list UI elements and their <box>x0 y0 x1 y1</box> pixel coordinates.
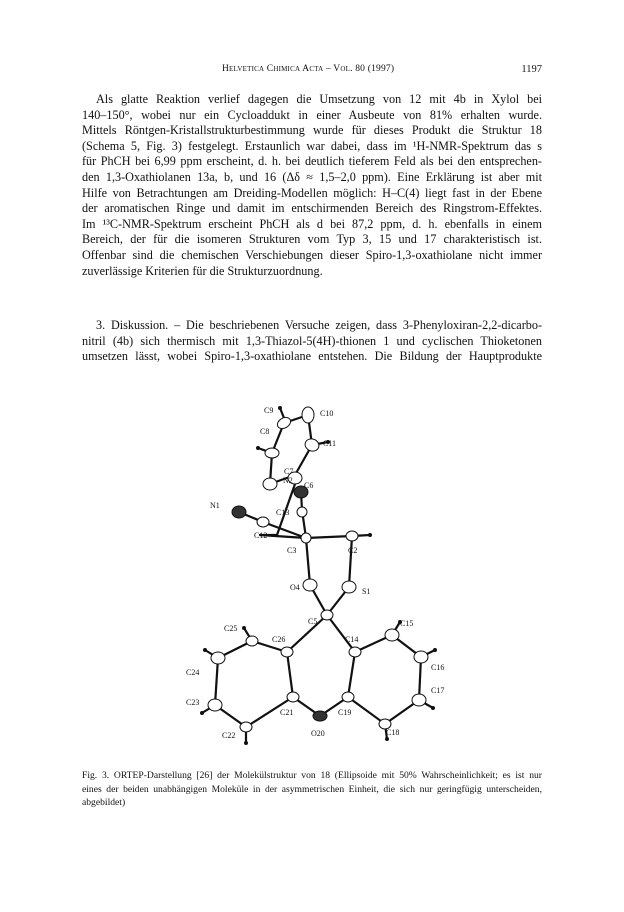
label-c11: C11 <box>323 439 337 448</box>
caption-line: abgebildet) <box>82 797 126 808</box>
atom-c8 <box>265 448 279 458</box>
atom-c7 <box>263 478 277 490</box>
atom-c3 <box>301 533 311 543</box>
atom-c26 <box>281 647 293 657</box>
label-o20: O20 <box>311 729 325 738</box>
text-line: nitril (4b) sich thermisch mit 1,3-Thiazol-5(4H)-thionen 1 und cyclischen Thioketonen <box>82 333 542 348</box>
atom-c25 <box>246 636 258 646</box>
label-c5: C5 <box>308 617 318 626</box>
label-c12: C12 <box>254 531 268 540</box>
text-line: 140–150°, wobei nur ein Cycloaddukt in einer Ausbeute von 81% erhalten wurde. <box>82 107 542 122</box>
label-c15: C15 <box>400 619 414 628</box>
text-line: umsetzen lässt, wobei Spiro-1,3-oxathiolane entstehen. Die Bildung der Hauptprodukte <box>82 349 542 364</box>
text-line: für PhCH bei 6,99 ppm erscheint, d. h. bei deutlich tieferem Feld als bei den entsprechen- <box>82 154 542 169</box>
atom-c21 <box>287 692 299 702</box>
label-c9: C9 <box>264 406 274 415</box>
atom-c13 <box>297 507 307 517</box>
ortep-structure-drawing <box>180 360 480 760</box>
text-line: Hilfe von Betrachtungen am Dreiding-Modellen möglich: H–C(4) liegt fast in der Ebene <box>82 185 542 200</box>
label-c22: C22 <box>222 731 236 740</box>
label-c23: C23 <box>186 698 200 707</box>
text-line: (Schema 5, Fig. 3) festgelegt. Erstaunlich war dabei, dass im ¹H-NMR-Spektrum das s <box>82 138 542 153</box>
text-line: Bereich, der für die isomeren Strukturen vom Typ 3, 15 und 17 charakteristisch ist. <box>82 232 542 247</box>
label-c18: C18 <box>386 728 400 737</box>
label-n2: N2 <box>283 476 293 485</box>
label-c16: C16 <box>431 663 445 672</box>
page-number: 1197 <box>521 64 542 75</box>
text-line: 3. Diskussion. – Die beschriebenen Versuche zeigen, dass 3-Phenyloxiran-2,2-dicarbo- <box>96 318 542 332</box>
atom-c15 <box>385 629 399 641</box>
atom-c22 <box>240 722 252 732</box>
atom-c23 <box>208 699 222 711</box>
journal-title: Helvetica Chimica Acta – Vol. 80 (1997) <box>222 64 395 74</box>
label-s1: S1 <box>362 587 371 596</box>
running-header <box>82 64 542 80</box>
label-c26: C26 <box>272 635 286 644</box>
label-o4: O4 <box>290 583 300 592</box>
atom-n1 <box>232 506 246 518</box>
label-c2: C2 <box>348 546 358 555</box>
label-c7: C7 <box>284 467 294 476</box>
atom-c10 <box>302 407 314 423</box>
atom-c24 <box>211 652 225 664</box>
text-line: Offenbar sind die chemischen Verschiebungen dieser Spiro-1,3-oxathiolane nicht immer <box>82 247 542 262</box>
paragraph-results <box>82 92 542 279</box>
atom-c16 <box>414 651 428 663</box>
text-line: den 1,3-Oxathiolanen 13a, b, und 16 (Δδ ≈ 1,5–2,0 ppm). Eine Erklärung ist aber mit <box>82 169 542 184</box>
label-c3: C3 <box>287 546 297 555</box>
text-line: der aromatischen Ringe und damit im entschirmenden Bereich des Ringstrom-Effektes. <box>82 201 542 216</box>
label-c8: C8 <box>260 427 270 436</box>
text-line: Im ¹³C-NMR-Spektrum erscheint PhCH als d bei 87,2 ppm, d. h. ebenfalls in einem <box>82 216 542 231</box>
atom-c19 <box>342 692 354 702</box>
atom-c14 <box>349 647 361 657</box>
atom-c5 <box>321 610 333 620</box>
atom-c11 <box>303 437 320 453</box>
atom-c12 <box>257 517 269 527</box>
atom-o20 <box>313 711 327 721</box>
label-c24: C24 <box>186 668 200 677</box>
label-c14: C14 <box>345 635 359 644</box>
atom-o4 <box>303 579 317 591</box>
paragraph-discussion <box>82 318 542 365</box>
atom-c17 <box>412 694 426 706</box>
text-line: zuverlässige Kriterien für die Strukturzuordnung. <box>82 263 323 278</box>
caption-line: Fig. 3. ORTEP-Darstellung [26] der Molekülstruktur von 18 (Ellipsoide mit 50% Wahrscheinlichkeit; es ist nur <box>82 770 542 781</box>
label-c21: C21 <box>280 708 294 717</box>
label-c13: C13 <box>276 508 290 517</box>
atom-s1 <box>342 581 356 593</box>
figure-caption <box>82 769 542 810</box>
ortep-figure <box>180 360 480 760</box>
label-c25: C25 <box>224 624 238 633</box>
atom-c9 <box>275 415 292 431</box>
text-line: Mittels Röntgen-Kristallstrukturbestimmung wurde für dieses Produkt die Struktur 18 <box>82 123 542 138</box>
label-c19: C19 <box>338 708 352 717</box>
text-line: Als glatte Reaktion verlief dagegen die Umsetzung von 12 mit 4b in Xylol bei <box>96 92 542 106</box>
atom-c2 <box>346 531 358 541</box>
label-c10: C10 <box>320 409 334 418</box>
label-c17: C17 <box>431 686 445 695</box>
label-n1: N1 <box>210 501 220 510</box>
caption-line: eines der beiden unabhängigen Moleküle in der asymmetrischen Einheit, die sich nur geringfügig unterscheiden, <box>82 783 542 795</box>
label-c6: C6 <box>304 481 314 490</box>
